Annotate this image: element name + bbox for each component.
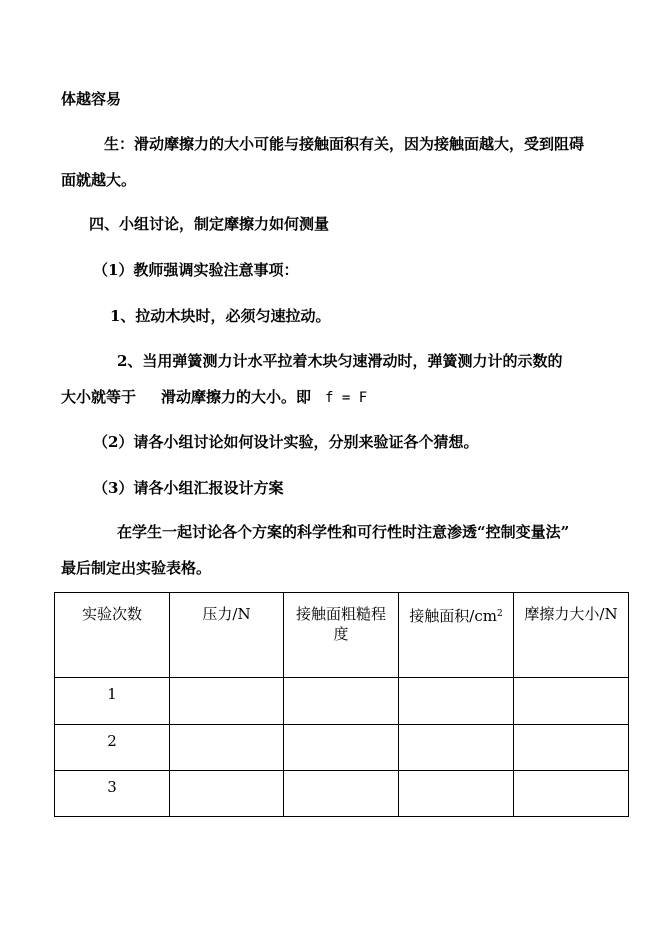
- table-row: [55, 725, 629, 771]
- table-cell: [514, 725, 629, 771]
- text-line-6: 1、拉动木块时，必须匀速拉动。: [110, 307, 331, 325]
- section-heading: 四、小组讨论，制定摩擦力如何测量: [89, 215, 330, 233]
- table-header-row: [55, 593, 629, 678]
- header-contact-area-label: 接触面积/cm: [409, 607, 497, 625]
- header-contact-area-exponent: 2: [496, 609, 503, 619]
- table-cell: [284, 771, 399, 817]
- table-cell: [284, 725, 399, 771]
- table-cell: [399, 678, 514, 725]
- table-cell: [170, 771, 284, 817]
- text-line-3: 面就越大。: [61, 171, 137, 189]
- formula-f-equals-F: f = F: [325, 390, 368, 406]
- header-roughness-line1: 接触面粗糙程: [295, 605, 386, 623]
- header-pressure: 压力/N: [170, 593, 284, 678]
- text-line-12: 最后制定出实验表格。: [61, 559, 212, 577]
- header-trial-number: 实验次数: [55, 593, 170, 678]
- text-line-5: （1）教师强调实验注意事项：: [93, 261, 299, 279]
- text-line-8b: 滑动摩擦力的大小。即: [161, 388, 312, 406]
- text-line-7: 2、当用弹簧测力计水平拉着木块匀速滑动时，弹簧测力计的示数的: [117, 352, 563, 370]
- text-line-1: 体越容易: [61, 90, 122, 108]
- text-line-2: 生：滑动摩擦力的大小可能与接触面积有关，因为接触面越大，受到阻碍: [104, 135, 585, 153]
- text-line-8a: 大小就等于: [61, 388, 137, 406]
- header-roughness: [284, 593, 399, 678]
- table-cell-trial: 1: [55, 678, 170, 725]
- table-cell: [514, 678, 629, 725]
- text-line-10: （3）请各小组汇报设计方案: [93, 479, 284, 497]
- text-line-11: 在学生一起讨论各个方案的科学性和可行性时注意渗透“控制变量法”: [117, 523, 570, 541]
- table-cell: [284, 678, 399, 725]
- table-cell-trial: 2: [55, 725, 170, 771]
- experiment-table: [54, 592, 629, 817]
- table-cell: [170, 678, 284, 725]
- table-cell: [399, 771, 514, 817]
- header-roughness-line2: 度: [333, 625, 349, 643]
- text-line-9: （2）请各小组讨论如何设计实验，分别来验证各个猜想。: [93, 433, 479, 451]
- table-cell-trial: 3: [55, 771, 170, 817]
- header-contact-area: [399, 593, 514, 678]
- table-cell: [399, 725, 514, 771]
- header-friction: 摩擦力大小/N: [514, 593, 629, 678]
- table-cell: [514, 771, 629, 817]
- table-row: [55, 771, 629, 817]
- table-cell: [170, 725, 284, 771]
- table-row: [55, 678, 629, 725]
